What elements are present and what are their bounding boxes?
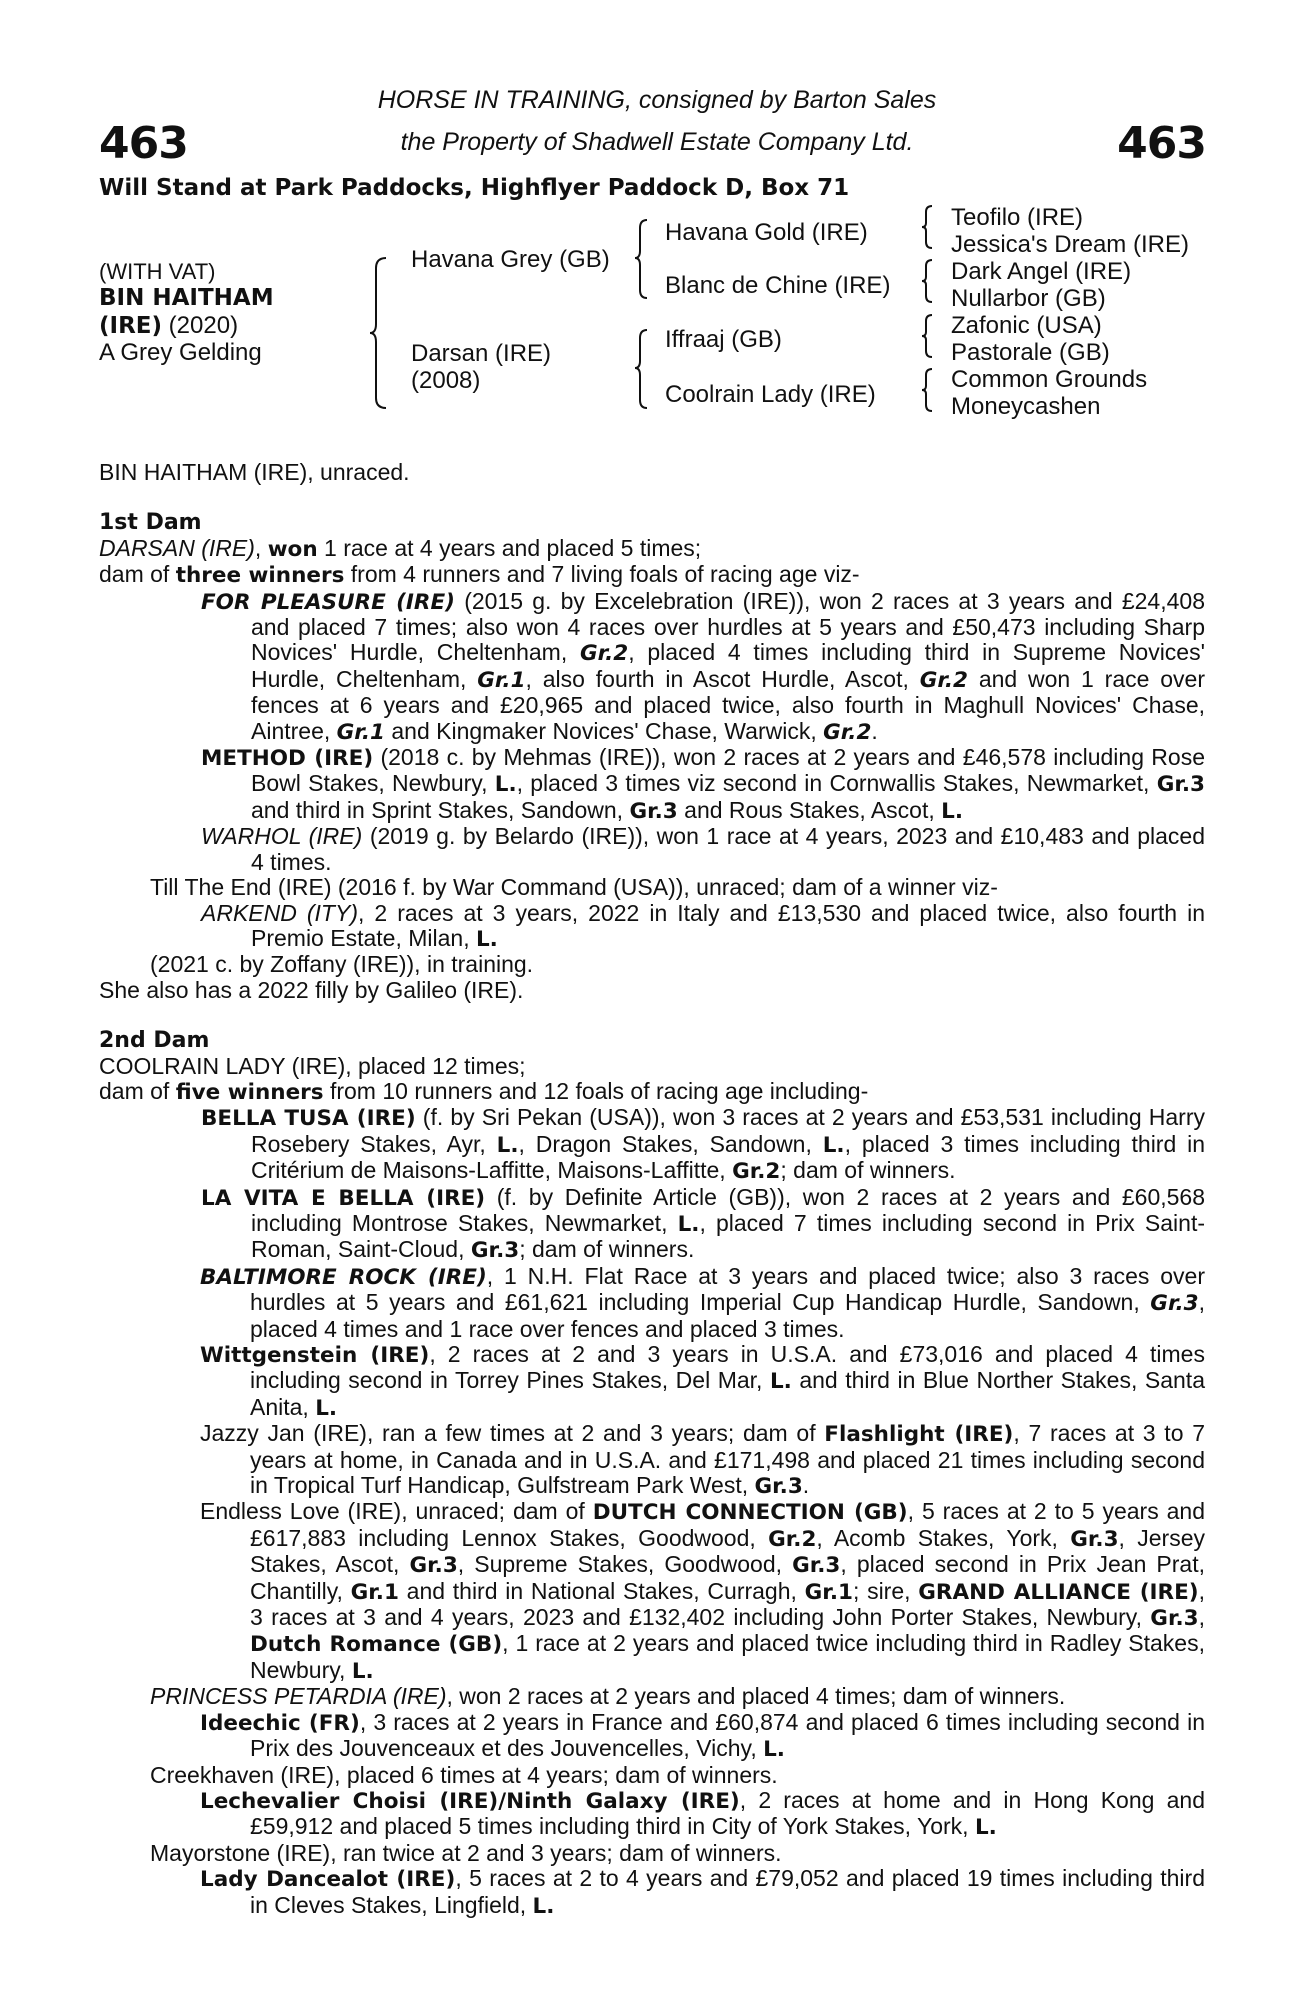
text-run: five winners bbox=[175, 1079, 324, 1105]
first-dam-heading: 1st Dam bbox=[99, 510, 202, 536]
text-run: L. bbox=[494, 772, 517, 798]
first-dam-record bbox=[99, 536, 1205, 562]
second-dam-record bbox=[99, 1054, 1205, 1079]
text-run: and third in National Stakes, Curragh, bbox=[398, 1577, 805, 1604]
text-run: won bbox=[267, 536, 318, 562]
sire-dam: Blanc de Chine (IRE) bbox=[665, 272, 891, 299]
produce-bella-tusa bbox=[99, 1105, 1205, 1184]
text-run: Gr.2 bbox=[823, 719, 872, 745]
produce-warhol bbox=[99, 824, 1205, 875]
text-run: L. bbox=[315, 1395, 338, 1421]
text-run: Gr.3 bbox=[1150, 1606, 1199, 1632]
text-run: Gr.2 bbox=[919, 667, 968, 693]
text-run: and Kingmaker Novices' Chase, Warwick, bbox=[384, 717, 824, 744]
produce-baltimore-rock bbox=[149, 1264, 1205, 1342]
grandparent-2: Jessica's Dream (IRE) bbox=[951, 231, 1189, 258]
text-run: She also has a 2022 filly by Galileo (IRE). bbox=[99, 976, 524, 1003]
text-run: three winners bbox=[175, 563, 345, 589]
text-run: Endless Love (IRE), unraced; dam of bbox=[200, 1498, 593, 1525]
text-run: from 10 runners and 12 foals of racing age including- bbox=[323, 1077, 869, 1104]
second-dam-produce-intro bbox=[99, 1079, 1205, 1105]
text-run: Gr.1 bbox=[336, 719, 385, 745]
g-brace-2 bbox=[920, 258, 936, 304]
text-run: , 5 races at 2 to 5 years and £617,883 including Lennox Stakes, Goodwood, bbox=[250, 1498, 1205, 1551]
text-run: Gr.3 bbox=[470, 1238, 520, 1264]
horse-name-suffix-row bbox=[99, 312, 238, 340]
property-line: the Property of Shadwell Estate Company Ltd. bbox=[400, 128, 914, 156]
text-run: Wittgenstein (IRE) bbox=[200, 1343, 430, 1368]
dam: Darsan (IRE) bbox=[411, 340, 552, 367]
location-line: Will Stand at Park Paddocks, Highflyer Paddock D, Box 71 bbox=[99, 175, 850, 201]
text-run: , placed second in Prix Jean Prat, Chantilly, bbox=[250, 1551, 1205, 1604]
text-run: ; dam of winners. bbox=[519, 1236, 695, 1263]
text-run: Gr.2 bbox=[768, 1526, 817, 1552]
text-run: Dutch Romance (GB) bbox=[250, 1632, 503, 1658]
text-run: , Acomb Stakes, York, bbox=[816, 1524, 1071, 1551]
text-run: (2019 g. by Belardo (IRE)), won 1 race at 4 years, 2023 and £10,483 and placed 4 times. bbox=[251, 823, 1205, 875]
horse-year: (2020) bbox=[162, 312, 239, 339]
grandparent-5: Zafonic (USA) bbox=[951, 312, 1102, 339]
first-dam-note bbox=[99, 978, 1205, 1003]
dam-dam: Coolrain Lady (IRE) bbox=[665, 381, 876, 408]
produce-till-the-end bbox=[99, 875, 1205, 900]
consignor-line: HORSE IN TRAINING, consigned by Barton Sales bbox=[377, 86, 937, 114]
text-run: , 5 races at 2 to 4 years and £79,052 and placed 19 times including third in Cleves Stakes, Lingfield, bbox=[250, 1865, 1205, 1918]
text-run: dam of bbox=[99, 561, 176, 588]
produce-wittgenstein bbox=[149, 1342, 1205, 1421]
text-run: , 2 races at 3 years, 2022 in Italy and £13,530 and placed twice, also fourth in Premio Estate, Milan, bbox=[251, 899, 1206, 951]
text-run: , 1 N.H. Flat Race at 3 years and placed twice; also 3 races over hurdles at 5 years and £61,621 including Imperial Cup Handicap Hurdle, Sandown, bbox=[250, 1262, 1205, 1316]
lot-number-left: 463 bbox=[99, 118, 188, 169]
vat-label: (WITH VAT) bbox=[99, 259, 216, 284]
produce-jazzy-jan bbox=[149, 1421, 1205, 1499]
text-run: L. bbox=[974, 1815, 997, 1841]
text-run: Gr.3 bbox=[1070, 1526, 1119, 1552]
text-run: . bbox=[871, 717, 878, 744]
text-run: and third in Blue Norther Stakes, Santa Anita, bbox=[250, 1367, 1205, 1420]
grandparent-6: Pastorale (GB) bbox=[951, 339, 1110, 366]
text-run: , also fourth in Ascot Hurdle, Ascot, bbox=[525, 665, 920, 692]
produce-princess-petardia bbox=[99, 1684, 1205, 1709]
g-brace-3 bbox=[920, 313, 936, 359]
text-run: , 3 races at 3 and 4 years, 2023 and £132,402 including John Porter Stakes, Newbury, bbox=[250, 1577, 1206, 1631]
text-run: DARSAN (IRE) bbox=[99, 534, 255, 561]
text-run: Gr.3 bbox=[1150, 1291, 1199, 1317]
text-run: Gr.3 bbox=[792, 1553, 841, 1579]
text-run: Gr.2 bbox=[579, 641, 629, 667]
produce-mayorstone bbox=[99, 1841, 1205, 1866]
grandparent-4: Nullarbor (GB) bbox=[951, 285, 1106, 312]
text-run: , Jersey Stakes, Ascot, bbox=[250, 1524, 1205, 1578]
text-run: GRAND ALLIANCE (IRE) bbox=[918, 1579, 1199, 1605]
text-run: , 2 races at 2 and 3 years in U.S.A. and £73,016 and placed 4 times including second in Torrey Pines Stakes, Del Mar, bbox=[250, 1341, 1205, 1394]
produce-for-pleasure bbox=[99, 589, 1205, 745]
sire-brace bbox=[633, 218, 651, 300]
produce-lady-dancealot bbox=[149, 1866, 1205, 1919]
text-run: , placed 4 times and 1 race over fences and placed 3 times. bbox=[250, 1289, 1205, 1342]
text-run: METHOD (IRE) bbox=[201, 746, 374, 772]
sire-sire: Havana Gold (IRE) bbox=[665, 219, 868, 246]
text-run: Gr.1 bbox=[477, 667, 526, 693]
produce-endless-love bbox=[149, 1499, 1205, 1684]
text-run: , won 2 races at 2 years and placed 4 times; dam of winners. bbox=[446, 1683, 1066, 1710]
text-run: FOR PLEASURE (IRE) bbox=[201, 589, 455, 615]
text-run: Till The End (IRE) (2016 f. by War Command (USA)), unraced; dam of a winner viz- bbox=[150, 874, 998, 901]
second-dam-heading: 2nd Dam bbox=[99, 1028, 210, 1054]
text-run: , 7 races at 3 to 7 years at home, in Canada and in U.S.A. and £171,498 and placed 21 times including second in Tropical Turf Handicap, Gulfstream Park West, bbox=[250, 1420, 1205, 1499]
text-run: , 3 races at 2 years in France and £60,874 and placed 6 times including second in Prix des Jouvenceaux et des Jouvencelles, Vichy, bbox=[250, 1708, 1205, 1762]
produce-2021-colt bbox=[99, 952, 1205, 977]
text-run: L. bbox=[677, 1211, 700, 1237]
g-brace-1 bbox=[920, 204, 936, 250]
text-run: BELLA TUSA (IRE) bbox=[201, 1106, 416, 1132]
grandparent-7: Common Grounds bbox=[951, 366, 1148, 393]
text-run: ; sire, bbox=[852, 1577, 919, 1604]
text-run: (2015 g. by Excelebration (IRE)), won 2 races at 3 years and £24,408 and placed 7 times; also won 4 races over hurdles at 5 years and £50,473 including Sharp Novices' Hurdle, Cheltenham, bbox=[251, 587, 1205, 666]
text-run: L. bbox=[763, 1737, 785, 1763]
horse-name-suffix: (IRE) bbox=[99, 313, 163, 339]
text-run: Jazzy Jan (IRE), ran a few times at 2 and 3 years; dam of bbox=[200, 1420, 825, 1447]
text-run: Gr.1 bbox=[804, 1579, 853, 1605]
text-run: , placed 3 times viz second in Cornwallis Stakes, Newmarket, bbox=[516, 770, 1157, 797]
text-run: Gr.2 bbox=[732, 1159, 781, 1185]
text-run: L. bbox=[822, 1132, 845, 1158]
text-run: Flashlight (IRE) bbox=[824, 1422, 1014, 1448]
text-run: , 1 race at 2 years and placed twice including third in Radley Stakes, Newbury, bbox=[250, 1630, 1205, 1683]
text-run: . bbox=[802, 1472, 810, 1499]
main-brace bbox=[368, 256, 392, 410]
produce-ideechic bbox=[149, 1710, 1205, 1763]
catalogue-body bbox=[99, 460, 1205, 1919]
text-run: from 4 runners and 7 living foals of racing age viz- bbox=[344, 561, 860, 588]
produce-lechevalier-choisi bbox=[149, 1788, 1205, 1841]
text-run: , placed 7 times including second in Prix Saint-Roman, Saint-Cloud, bbox=[251, 1209, 1205, 1263]
grandparent-8: Moneycashen bbox=[951, 393, 1101, 420]
text-run: Gr.1 bbox=[350, 1579, 399, 1605]
horse-name: BIN HAITHAM bbox=[99, 285, 274, 311]
text-run: , 2 races at home and in Hong Kong and £59,912 and placed 5 times including third in City of York Stakes, York, bbox=[250, 1786, 1205, 1840]
text-run: and third in Sprint Stakes, Sandown, bbox=[251, 796, 630, 823]
text-run: PRINCESS PETARDIA (IRE) bbox=[150, 1683, 447, 1710]
g-brace-4 bbox=[920, 367, 936, 413]
produce-arkend bbox=[99, 901, 1205, 953]
text-run: Lady Dancealot (IRE) bbox=[200, 1867, 456, 1893]
text-run: , placed 4 times including third in Supreme Novices' Hurdle, Cheltenham, bbox=[251, 639, 1205, 692]
text-run: Lechevalier Choisi (IRE)/Ninth Galaxy (IRE) bbox=[200, 1788, 740, 1814]
text-run: (f. by Sri Pekan (USA)), won 3 races at 2 years and £53,531 including Harry Rosebery Stakes, Ayr, bbox=[251, 1104, 1205, 1157]
text-run: DUTCH CONNECTION (GB) bbox=[592, 1500, 908, 1526]
text-run: Creekhaven (IRE), placed 6 times at 4 years; dam of winners. bbox=[150, 1761, 778, 1788]
dam-sire: Iffraaj (GB) bbox=[665, 326, 782, 353]
text-run: LA VITA E BELLA (IRE) bbox=[201, 1185, 486, 1211]
lot-number-right: 463 bbox=[1117, 118, 1206, 169]
text-run: (f. by Definite Article (GB)), won 2 races at 2 years and £60,568 including Montrose Stakes, Newmarket, bbox=[251, 1183, 1205, 1236]
horse-description: A Grey Gelding bbox=[99, 339, 262, 366]
produce-la-vita-e-bella bbox=[99, 1185, 1205, 1264]
text-run: , placed 3 times including third in Critérium de Maisons-Laffitte, Maisons-Laffitte, bbox=[251, 1130, 1206, 1184]
text-run: L. bbox=[351, 1658, 374, 1684]
text-run: (2018 c. by Mehmas (IRE)), won 2 races at 2 years and £46,578 including Rose Bowl Stakes, Newbury, bbox=[251, 744, 1205, 797]
dam-brace bbox=[633, 328, 651, 410]
grandparent-1: Teofilo (IRE) bbox=[951, 204, 1084, 231]
text-run: Gr.3 bbox=[409, 1553, 458, 1579]
text-run: , Supreme Stakes, Goodwood, bbox=[457, 1551, 793, 1578]
text-run: and won 1 race over fences at 6 years and £20,965 and placed twice, also fourth in Maghull Novices' Chase, Aintree, bbox=[251, 665, 1205, 744]
text-run: Gr.3 bbox=[629, 798, 678, 824]
text-run: and Rous Stakes, Ascot, bbox=[677, 796, 942, 823]
sire: Havana Grey (GB) bbox=[411, 246, 610, 273]
first-dam-produce-intro bbox=[99, 562, 1205, 588]
text-run: L. bbox=[532, 1893, 555, 1919]
text-run: L. bbox=[496, 1132, 519, 1158]
text-run: L. bbox=[769, 1369, 792, 1395]
text-run: ARKEND (ITY) bbox=[201, 899, 358, 926]
text-run: dam of bbox=[99, 1077, 176, 1104]
race-summary: BIN HAITHAM (IRE), unraced. bbox=[99, 459, 410, 485]
text-run: , bbox=[1198, 1604, 1205, 1631]
text-run: , Dragon Stakes, Sandown, bbox=[518, 1130, 823, 1157]
produce-method bbox=[99, 745, 1205, 824]
text-run: 1 race at 4 years and placed 5 times; bbox=[317, 534, 702, 561]
text-run: (2021 c. by Zoffany (IRE)), in training. bbox=[150, 951, 534, 978]
dam-year: (2008) bbox=[411, 367, 481, 394]
text-run: L. bbox=[941, 798, 964, 824]
text-run: BALTIMORE ROCK (IRE) bbox=[200, 1264, 487, 1290]
text-run: Gr.3 bbox=[1156, 772, 1205, 798]
text-run: Mayorstone (IRE), ran twice at 2 and 3 years; dam of winners. bbox=[150, 1839, 782, 1866]
grandparent-3: Dark Angel (IRE) bbox=[951, 258, 1132, 285]
text-run: Ideechic (FR) bbox=[200, 1710, 360, 1736]
text-run: Gr.3 bbox=[754, 1474, 803, 1500]
text-run: COOLRAIN LADY (IRE), placed 12 times; bbox=[99, 1052, 526, 1079]
produce-creekhaven bbox=[99, 1763, 1205, 1788]
text-run: WARHOL (IRE) bbox=[201, 823, 363, 850]
text-run: , bbox=[254, 534, 268, 561]
text-run: L. bbox=[475, 926, 498, 952]
text-run: ; dam of winners. bbox=[780, 1157, 956, 1184]
